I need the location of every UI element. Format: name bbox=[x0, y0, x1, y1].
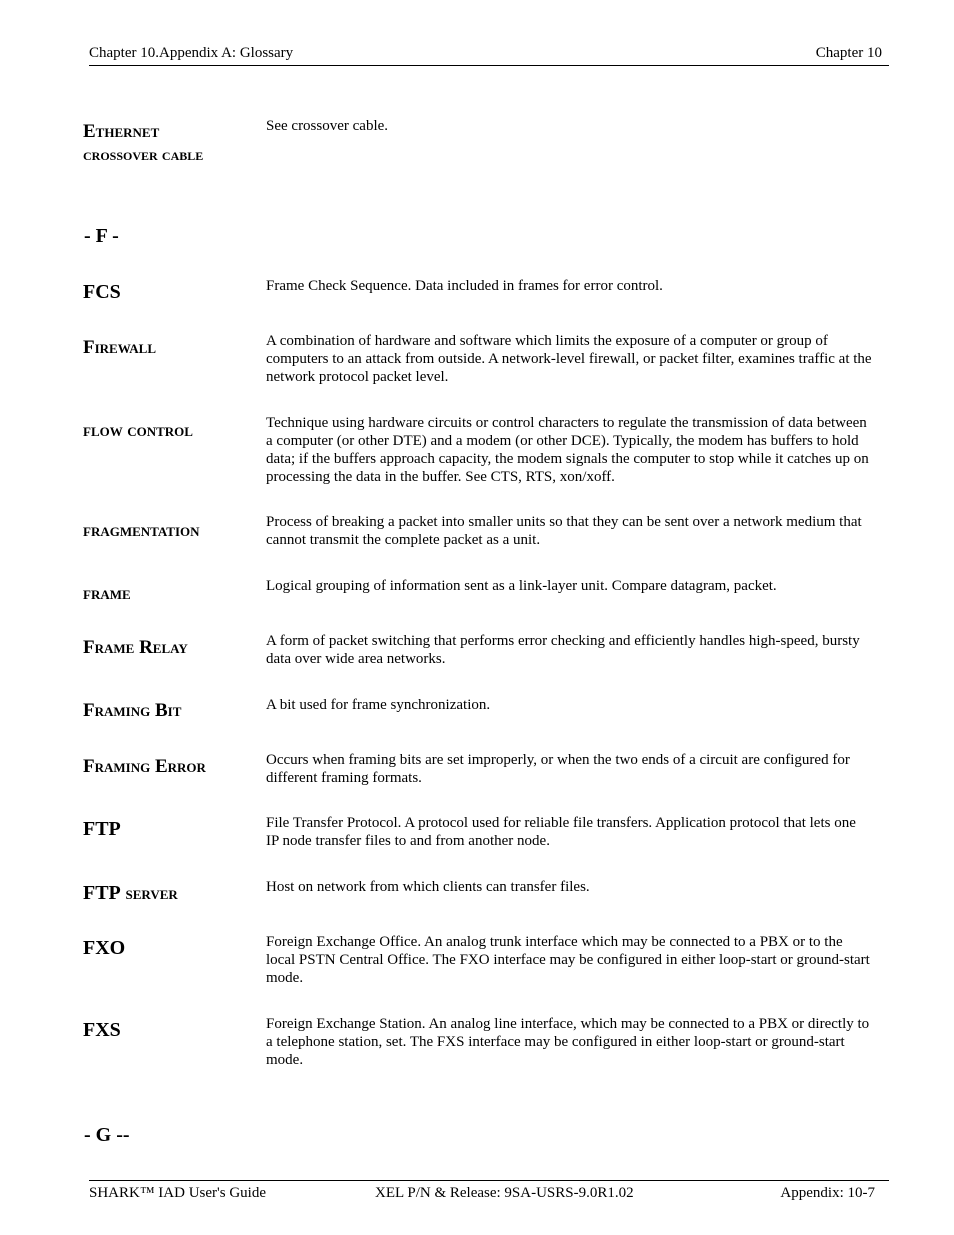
glossary-definition: Process of breaking a packet into smaller units so that they can be sent over a network medium that cannot transmit the complete packet as a unit. bbox=[266, 514, 862, 548]
term-line-2: crossover cable bbox=[83, 145, 204, 164]
glossary-definition: Foreign Exchange Station. An analog line interface, which may be connected to a PBX or directly to a telephone station, set. The FXS interface may be configured in either loop-start or ground-start mode. bbox=[266, 1016, 870, 1068]
glossary-definition: See crossover cable. bbox=[266, 118, 389, 134]
term-suffix: server bbox=[125, 883, 178, 903]
glossary-term-frame-relay: Frame Relay bbox=[83, 637, 188, 658]
glossary-definition: Occurs when framing bits are set improperly, or when the two ends of a circuit are configured for different framing formats. bbox=[266, 752, 850, 786]
glossary-definition: Host on network from which clients can transfer files. bbox=[266, 879, 590, 895]
glossary-definition: A bit used for frame synchronization. bbox=[266, 697, 491, 713]
glossary-definition: Frame Check Sequence. Data included in frames for error control. bbox=[266, 278, 663, 294]
glossary-term-firewall: Firewall bbox=[83, 337, 157, 358]
glossary-term-fxs: FXS bbox=[83, 1019, 121, 1041]
page-header bbox=[89, 45, 889, 66]
glossary-definition: Logical grouping of information sent as a link-layer unit. Compare datagram, packet. bbox=[266, 578, 777, 594]
footer-part-number: XEL P/N & Release: 9SA-USRS-9.0R1.02 bbox=[375, 1185, 634, 1201]
glossary-definition: A combination of hardware and software which limits the exposure of a computer or group of computers to an attack from outside. A network-level firewall, or packet filter, examines traffic at the network protocol packet level. bbox=[266, 333, 872, 385]
glossary-term-fragmentation: fragmentation bbox=[83, 520, 200, 540]
glossary-term-flow-control: flow control bbox=[83, 420, 193, 440]
glossary-definition: A form of packet switching that performs error checking and efficiently handles high-speed, bursty data over wide area networks. bbox=[266, 633, 860, 667]
footer-guide-title: SHARK™ IAD User's Guide bbox=[89, 1185, 266, 1201]
section-heading-g: - G -- bbox=[84, 1124, 130, 1146]
glossary-term-ftp: FTP bbox=[83, 818, 121, 840]
glossary-definition: File Transfer Protocol. A protocol used for reliable file transfers. Application protocol that lets one IP node transfer files to and from another node. bbox=[266, 815, 856, 849]
term-main: FTP bbox=[83, 882, 121, 904]
term-line-1: Ethernet bbox=[83, 121, 160, 142]
glossary-term-fxo: FXO bbox=[83, 937, 126, 959]
section-heading-f: - F - bbox=[84, 225, 119, 247]
glossary-term-fcs: FCS bbox=[83, 281, 121, 303]
glossary-definition: Technique using hardware circuits or control characters to regulate the transmission of data between a computer (or other DTE) and a modem (or other DCE). Typically, the modem has buffers to hold data; if the buffers approach capacity, the modem signals the computer to stop while it catches up on processing the data in the buffer. See CTS, RTS, xon/xoff. bbox=[266, 415, 869, 485]
page-footer bbox=[89, 1180, 889, 1205]
footer-page-number: Appendix: 10-7 bbox=[780, 1185, 875, 1201]
glossary-term-frame: frame bbox=[83, 583, 131, 603]
header-chapter-title: Chapter 10.Appendix A: Glossary bbox=[89, 45, 294, 61]
glossary-term-framing-bit: Framing Bit bbox=[83, 700, 182, 721]
header-chapter-number: Chapter 10 bbox=[815, 45, 882, 61]
glossary-definition: Foreign Exchange Office. An analog trunk interface which may be connected to a PBX or to the local PSTN Central Office. The FXO interface may be configured in either loop-start or ground-start mode. bbox=[266, 934, 870, 986]
glossary-term-ftp-server bbox=[83, 881, 258, 906]
glossary-term-ethernet-crossover-cable bbox=[83, 120, 258, 166]
glossary-term-framing-error: Framing Error bbox=[83, 756, 206, 777]
